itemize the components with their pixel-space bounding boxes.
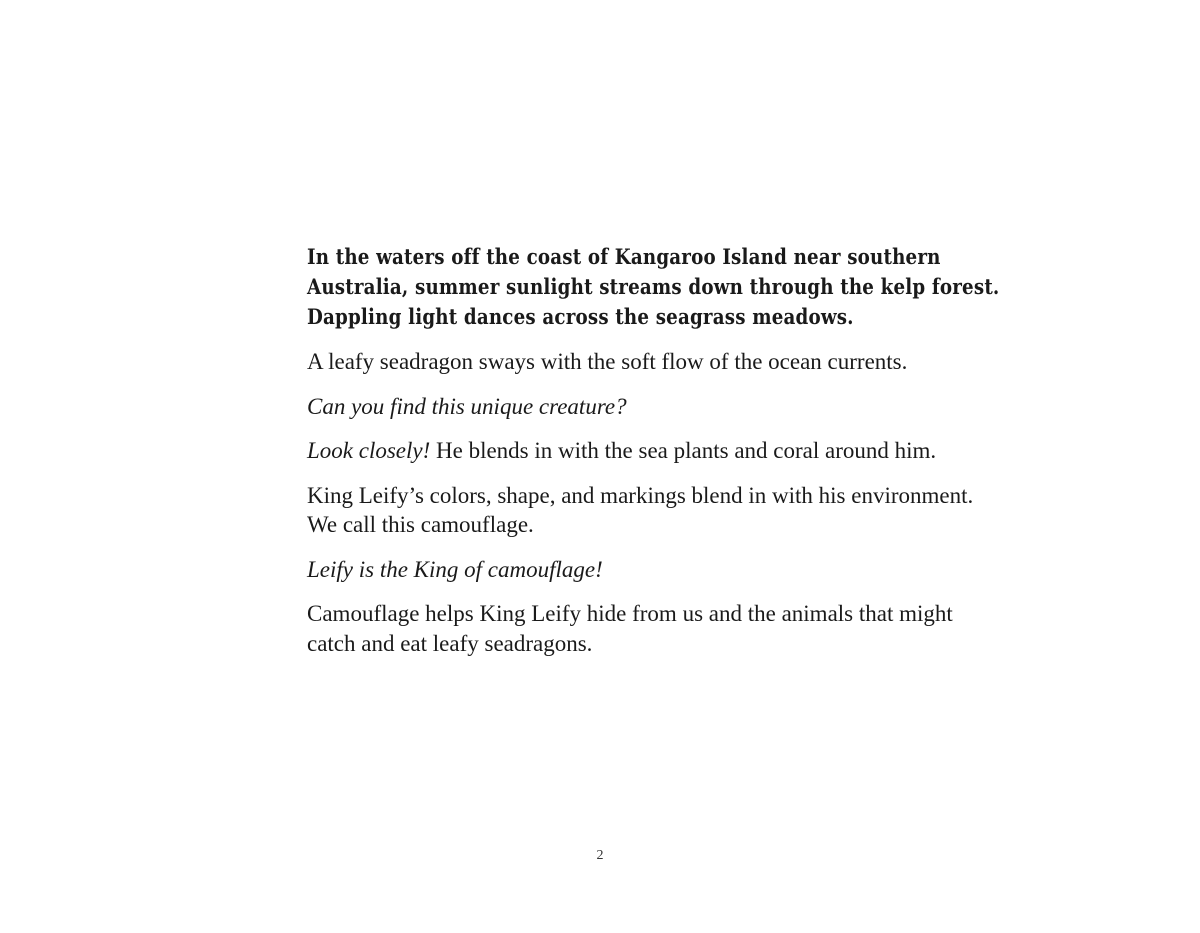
camouflage-helps-line2: catch and eat leafy seadragons. xyxy=(307,630,593,656)
look-closely-rest: He blends in with the sea plants and coral around him. xyxy=(430,438,937,463)
paragraph-find-creature: Can you find this unique creature? xyxy=(307,393,627,419)
paragraph-look-closely xyxy=(307,436,1037,466)
paragraph-king-of-camouflage: Leify is the King of camouflage! xyxy=(307,556,603,582)
paragraph-camouflage-helps xyxy=(307,599,1037,658)
camouflage-helps-line1: Camouflage helps King Leify hide from us and the animals that might xyxy=(307,601,953,626)
page-number: 2 xyxy=(596,848,604,863)
paragraph-seadragon-sways: A leafy seadragon sways with the soft flow of the ocean currents. xyxy=(307,349,908,374)
intro-paragraph: In the waters off the coast of Kangaroo Island near southern Australia, summer sunlight streams down through the kelp forest. Dappling light dances across the seagrass meadows. xyxy=(307,244,1000,329)
paragraph-camouflage-definition xyxy=(307,481,1037,540)
page-content xyxy=(307,242,1037,673)
look-closely-emphasis: Look closely! xyxy=(307,438,431,463)
camouflage-definition-line2: We call this camouflage. xyxy=(307,512,534,537)
camouflage-definition-line1: King Leify’s colors, shape, and markings blend in with his environment. xyxy=(307,482,974,508)
